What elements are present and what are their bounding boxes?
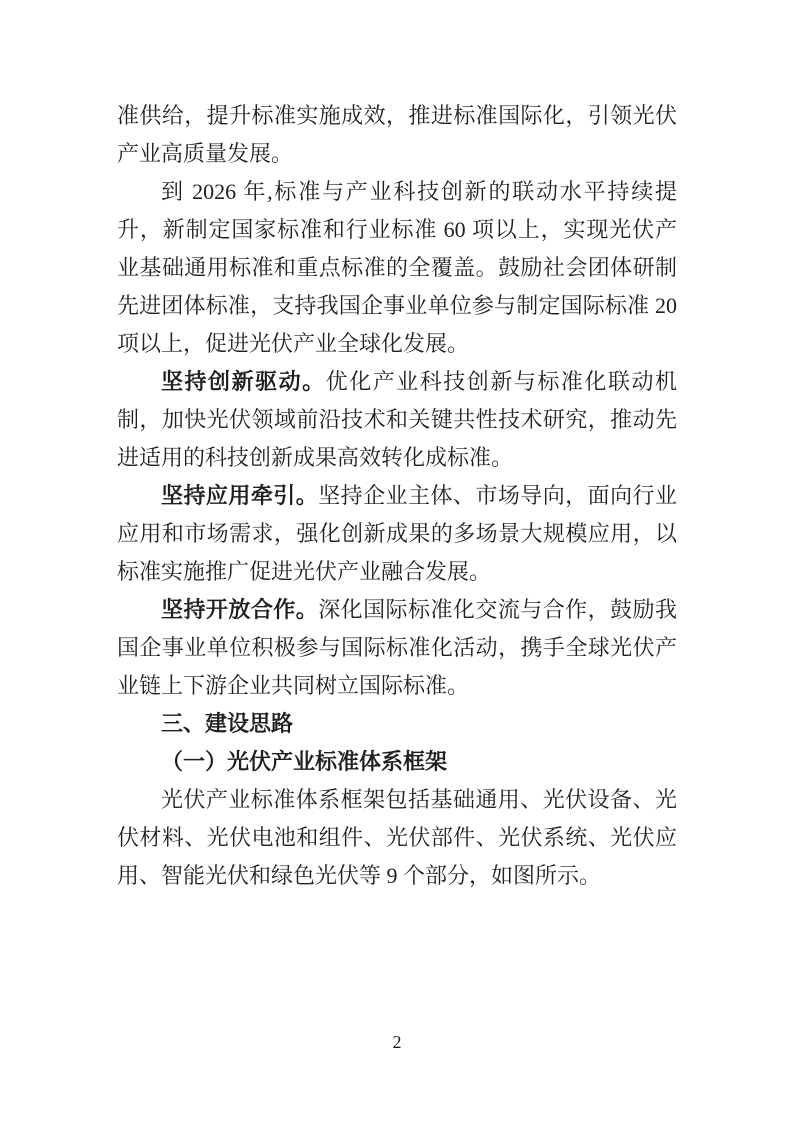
paragraph-lead: 坚持应用牵引。 [161, 483, 319, 508]
paragraph-text: 深化国际标准化交流与合作，鼓励我国企事业单位积极参与国际标准化活动，携手全球光伏产业链上下游企业共同树立国际标准。 [117, 597, 677, 698]
paragraph: 到 2026 年,标准与产业科技创新的联动水平持续提升，新制定国家标准和行业标准 60 项以上，实现光伏产业基础通用标准和重点标准的全覆盖。鼓励社会团体研制先进团体标准，支持我国企事业单位参与制定国际标准 20 项以上，促进光伏产业全球化发展。 [117, 179, 677, 356]
paragraph [117, 363, 677, 477]
section-heading: 三、建设思路 [161, 711, 294, 736]
paragraph: 准供给，提升标准实施成效，推进标准国际化，引领光伏产业高质量发展。 [117, 103, 677, 166]
paragraph-lead: 坚持开放合作。 [161, 597, 319, 622]
page-number: 2 [392, 1032, 402, 1052]
paragraph: 光伏产业标准体系框架包括基础通用、光伏设备、光伏材料、光伏电池和组件、光伏部件、光伏系统、光伏应用、智能光伏和绿色光伏等 9 个部分，如图所示。 [117, 787, 677, 888]
subsection-heading: （一）光伏产业标准体系框架 [161, 749, 448, 774]
paragraph [117, 477, 677, 591]
paragraph-text: 坚持企业主体、市场导向，面向行业应用和市场需求，强化创新成果的多场景大规模应用，以标准实施推广促进光伏产业融合发展。 [117, 483, 677, 584]
paragraph-lead: 坚持创新驱动。 [161, 369, 326, 394]
paragraph-text: 优化产业科技创新与标准化联动机制，加快光伏领域前沿技术和关键共性技术研究，推动先进适用的科技创新成果高效转化成标准。 [117, 369, 677, 470]
document-body [117, 97, 677, 895]
paragraph [117, 591, 677, 705]
